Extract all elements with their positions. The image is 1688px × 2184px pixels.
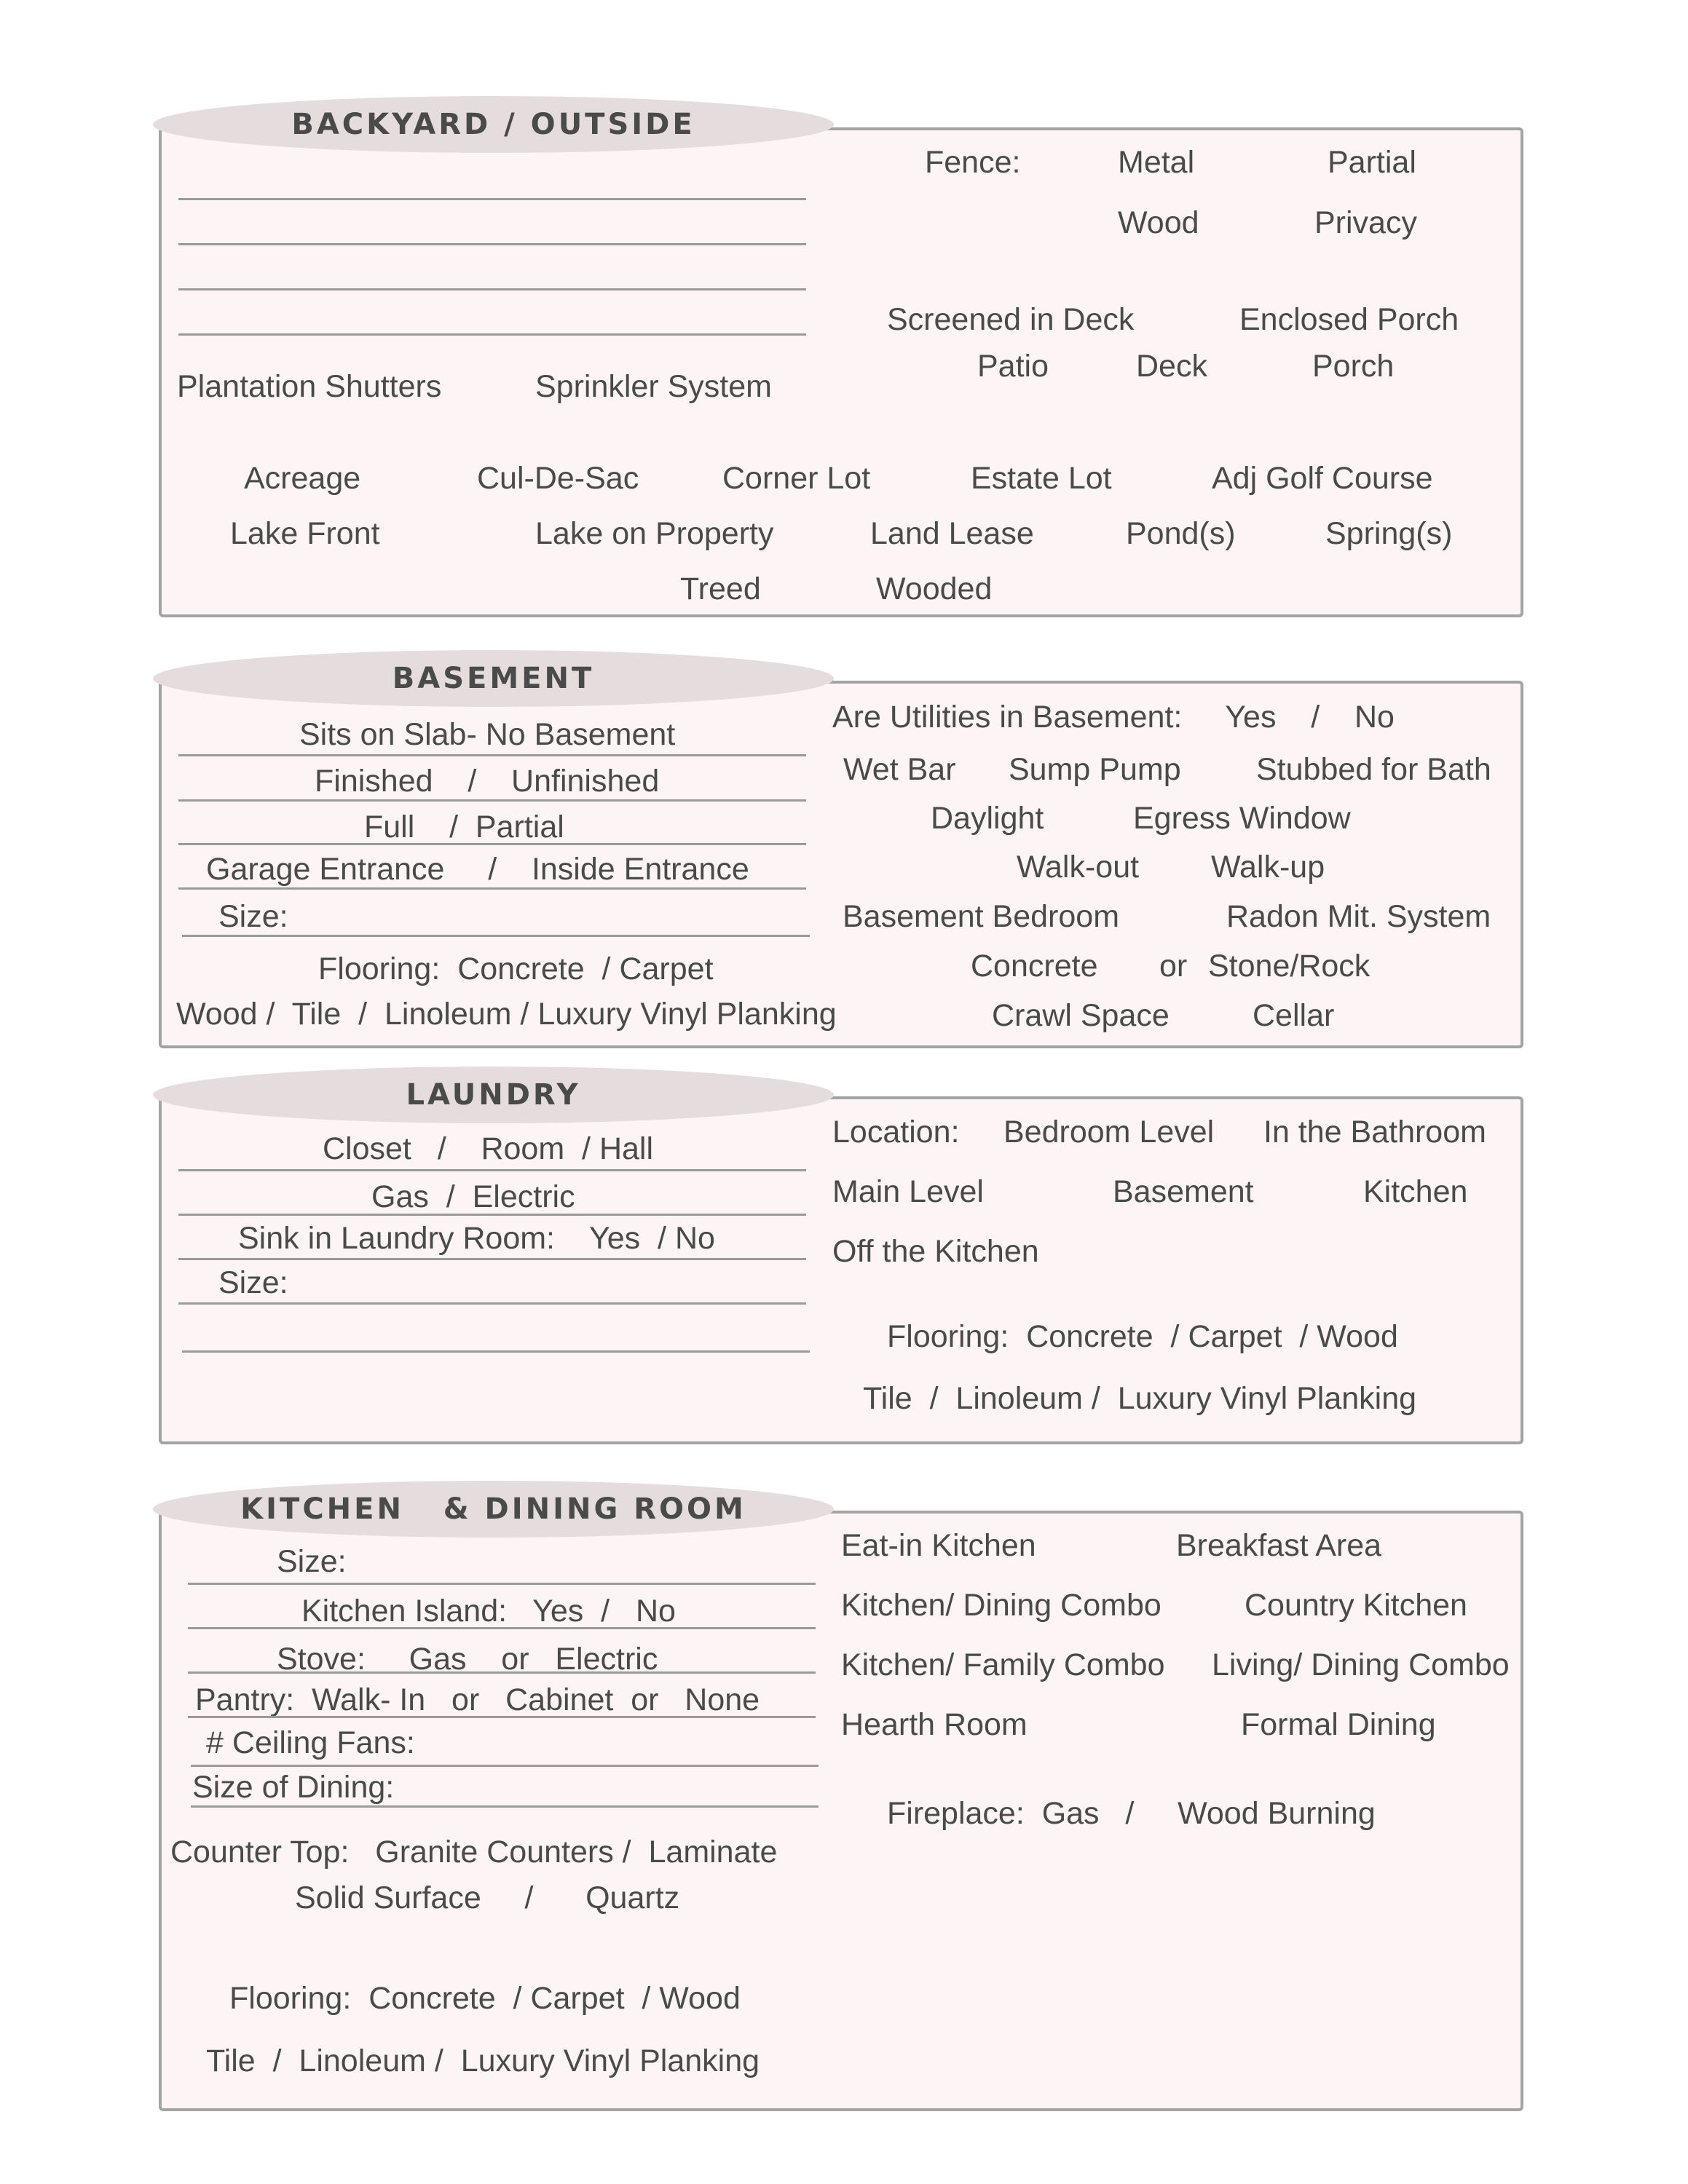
kitchen-flooring[interactable]: Tile / Linoleum / Luxury Vinyl Planking bbox=[206, 2043, 760, 2078]
lot-feature[interactable]: Estate Lot bbox=[971, 461, 1112, 496]
blank-line bbox=[178, 1214, 806, 1216]
counter-top[interactable]: Counter Top: Granite Counters / Laminate bbox=[170, 1835, 778, 1870]
blank-line[interactable] bbox=[178, 333, 806, 336]
lot-feature[interactable]: Spring(s) bbox=[1325, 516, 1453, 551]
basement-feature[interactable]: Stone/Rock bbox=[1208, 949, 1370, 984]
dining-size-label: Size of Dining: bbox=[192, 1770, 395, 1805]
lot-feature[interactable]: Land Lease bbox=[870, 516, 1034, 551]
basement-feature[interactable]: Wet Bar bbox=[843, 752, 956, 787]
utilities-question[interactable]: Are Utilities in Basement: Yes / No bbox=[832, 700, 1395, 735]
lot-feature[interactable]: Adj Golf Course bbox=[1212, 461, 1433, 496]
fence-option[interactable]: Wood bbox=[1118, 205, 1199, 240]
basement-feature[interactable]: Sump Pump bbox=[1009, 752, 1181, 787]
laundry-size-field[interactable] bbox=[178, 1302, 806, 1305]
basement-flooring[interactable]: Wood / Tile / Linoleum / Luxury Vinyl Planking bbox=[176, 997, 837, 1032]
basement-feature[interactable]: Concrete bbox=[971, 949, 1098, 984]
blank-line[interactable] bbox=[178, 243, 806, 245]
room-option[interactable]: Kitchen/ Dining Combo bbox=[841, 1588, 1162, 1623]
room-option[interactable]: Living/ Dining Combo bbox=[1212, 1647, 1510, 1682]
blank-line bbox=[178, 1258, 806, 1260]
lot-feature[interactable]: Cul-De-Sac bbox=[477, 461, 639, 496]
lot-feature[interactable]: Pond(s) bbox=[1126, 516, 1236, 551]
extra-option[interactable]: Plantation Shutters bbox=[177, 369, 442, 404]
basement-option[interactable]: Sits on Slab- No Basement bbox=[299, 717, 676, 752]
kitchen-size-label: Size: bbox=[277, 1544, 347, 1579]
deck-option[interactable]: Porch bbox=[1312, 349, 1395, 384]
basement-feature[interactable]: Stubbed for Bath bbox=[1256, 752, 1491, 787]
lot-feature[interactable]: Treed bbox=[680, 571, 761, 606]
basement-feature[interactable]: Basement Bedroom bbox=[843, 899, 1120, 934]
room-option[interactable]: Country Kitchen bbox=[1245, 1588, 1467, 1623]
laundry-size-label: Size: bbox=[218, 1265, 288, 1300]
basement-feature[interactable]: Walk-up bbox=[1211, 850, 1325, 885]
fence-option[interactable]: Privacy bbox=[1314, 205, 1417, 240]
room-option[interactable]: Formal Dining bbox=[1241, 1707, 1436, 1742]
fence-label: Fence: bbox=[925, 145, 1021, 180]
location-option[interactable]: Basement bbox=[1113, 1174, 1254, 1209]
basement-option[interactable]: Full / Partial bbox=[364, 810, 564, 844]
room-option[interactable]: Breakfast Area bbox=[1176, 1528, 1382, 1563]
basement-feature[interactable]: Daylight bbox=[931, 801, 1044, 836]
kitchen-flooring[interactable]: Flooring: Concrete / Carpet / Wood bbox=[229, 1981, 741, 2016]
location-label: Location: bbox=[832, 1115, 960, 1150]
kitchen-option[interactable]: Pantry: Walk- In or Cabinet or None bbox=[195, 1682, 760, 1717]
fence-option[interactable]: Metal bbox=[1118, 145, 1195, 180]
room-option[interactable]: Eat-in Kitchen bbox=[841, 1528, 1036, 1563]
blank-line[interactable] bbox=[182, 1350, 810, 1353]
basement-flooring[interactable]: Flooring: Concrete / Carpet bbox=[318, 951, 714, 986]
blank-line bbox=[178, 799, 806, 802]
laundry-option[interactable]: Sink in Laundry Room: Yes / No bbox=[238, 1221, 715, 1256]
deck-option[interactable]: Enclosed Porch bbox=[1239, 302, 1459, 337]
deck-option[interactable]: Screened in Deck bbox=[887, 302, 1135, 337]
room-option[interactable]: Kitchen/ Family Combo bbox=[841, 1647, 1165, 1682]
laundry-flooring[interactable]: Flooring: Concrete / Carpet / Wood bbox=[887, 1319, 1398, 1354]
kitchen-option[interactable]: Stove: Gas or Electric bbox=[277, 1642, 658, 1677]
laundry-option[interactable]: Closet / Room / Hall bbox=[323, 1131, 654, 1166]
laundry-option[interactable]: Gas / Electric bbox=[371, 1179, 575, 1214]
laundry-title: LAUNDRY bbox=[153, 1067, 834, 1123]
basement-feature[interactable]: Radon Mit. System bbox=[1226, 899, 1491, 934]
kitchen-option[interactable]: Kitchen Island: Yes / No bbox=[301, 1594, 676, 1629]
fence-option[interactable]: Partial bbox=[1328, 145, 1416, 180]
ceiling-fans-label: # Ceiling Fans: bbox=[206, 1725, 415, 1760]
extra-option[interactable]: Sprinkler System bbox=[535, 369, 772, 404]
kitchen-size-field[interactable] bbox=[188, 1583, 816, 1585]
blank-line bbox=[178, 1169, 806, 1171]
deck-option[interactable]: Deck bbox=[1136, 349, 1207, 384]
basement-title: BASEMENT bbox=[153, 650, 834, 707]
basement-feature[interactable]: Egress Window bbox=[1133, 801, 1351, 836]
blank-line bbox=[188, 1671, 816, 1674]
basement-size-field[interactable] bbox=[182, 935, 810, 937]
counter-top[interactable]: Solid Surface / Quartz bbox=[295, 1880, 680, 1915]
blank-line bbox=[188, 1716, 816, 1718]
blank-line[interactable] bbox=[178, 198, 806, 200]
lot-feature[interactable]: Acreage bbox=[244, 461, 361, 496]
basement-option[interactable]: Finished / Unfinished bbox=[315, 764, 660, 799]
lot-feature[interactable]: Lake Front bbox=[230, 516, 380, 551]
blank-line bbox=[178, 754, 806, 756]
blank-line bbox=[188, 1627, 816, 1629]
basement-feature-or: or bbox=[1159, 949, 1188, 984]
lot-feature[interactable]: Lake on Property bbox=[535, 516, 774, 551]
deck-option[interactable]: Patio bbox=[977, 349, 1049, 384]
basement-option[interactable]: Garage Entrance / Inside Entrance bbox=[206, 852, 749, 887]
basement-feature[interactable]: Walk-out bbox=[1017, 850, 1140, 885]
location-option[interactable]: Bedroom Level bbox=[1003, 1115, 1215, 1150]
location-option[interactable]: In the Bathroom bbox=[1263, 1115, 1486, 1150]
ceiling-fans-field[interactable] bbox=[191, 1765, 819, 1767]
dining-size-field[interactable] bbox=[191, 1805, 819, 1808]
kitchen-title: KITCHEN & DINING ROOM bbox=[153, 1481, 834, 1538]
blank-line bbox=[178, 887, 806, 890]
location-option[interactable]: Off the Kitchen bbox=[832, 1234, 1039, 1269]
basement-feature[interactable]: Cellar bbox=[1253, 998, 1335, 1033]
fireplace-option[interactable]: Fireplace: Gas / Wood Burning bbox=[887, 1796, 1376, 1831]
basement-size-label: Size: bbox=[218, 899, 288, 934]
lot-feature[interactable]: Corner Lot bbox=[722, 461, 871, 496]
location-option[interactable]: Main Level bbox=[832, 1174, 984, 1209]
basement-feature[interactable]: Crawl Space bbox=[992, 998, 1170, 1033]
blank-line[interactable] bbox=[178, 288, 806, 290]
laundry-flooring[interactable]: Tile / Linoleum / Luxury Vinyl Planking bbox=[863, 1381, 1417, 1416]
lot-feature[interactable]: Wooded bbox=[876, 571, 993, 606]
blank-line bbox=[178, 843, 806, 845]
location-option[interactable]: Kitchen bbox=[1363, 1174, 1468, 1209]
room-option[interactable]: Hearth Room bbox=[841, 1707, 1028, 1742]
backyard-title: BACKYARD / OUTSIDE bbox=[153, 96, 834, 153]
